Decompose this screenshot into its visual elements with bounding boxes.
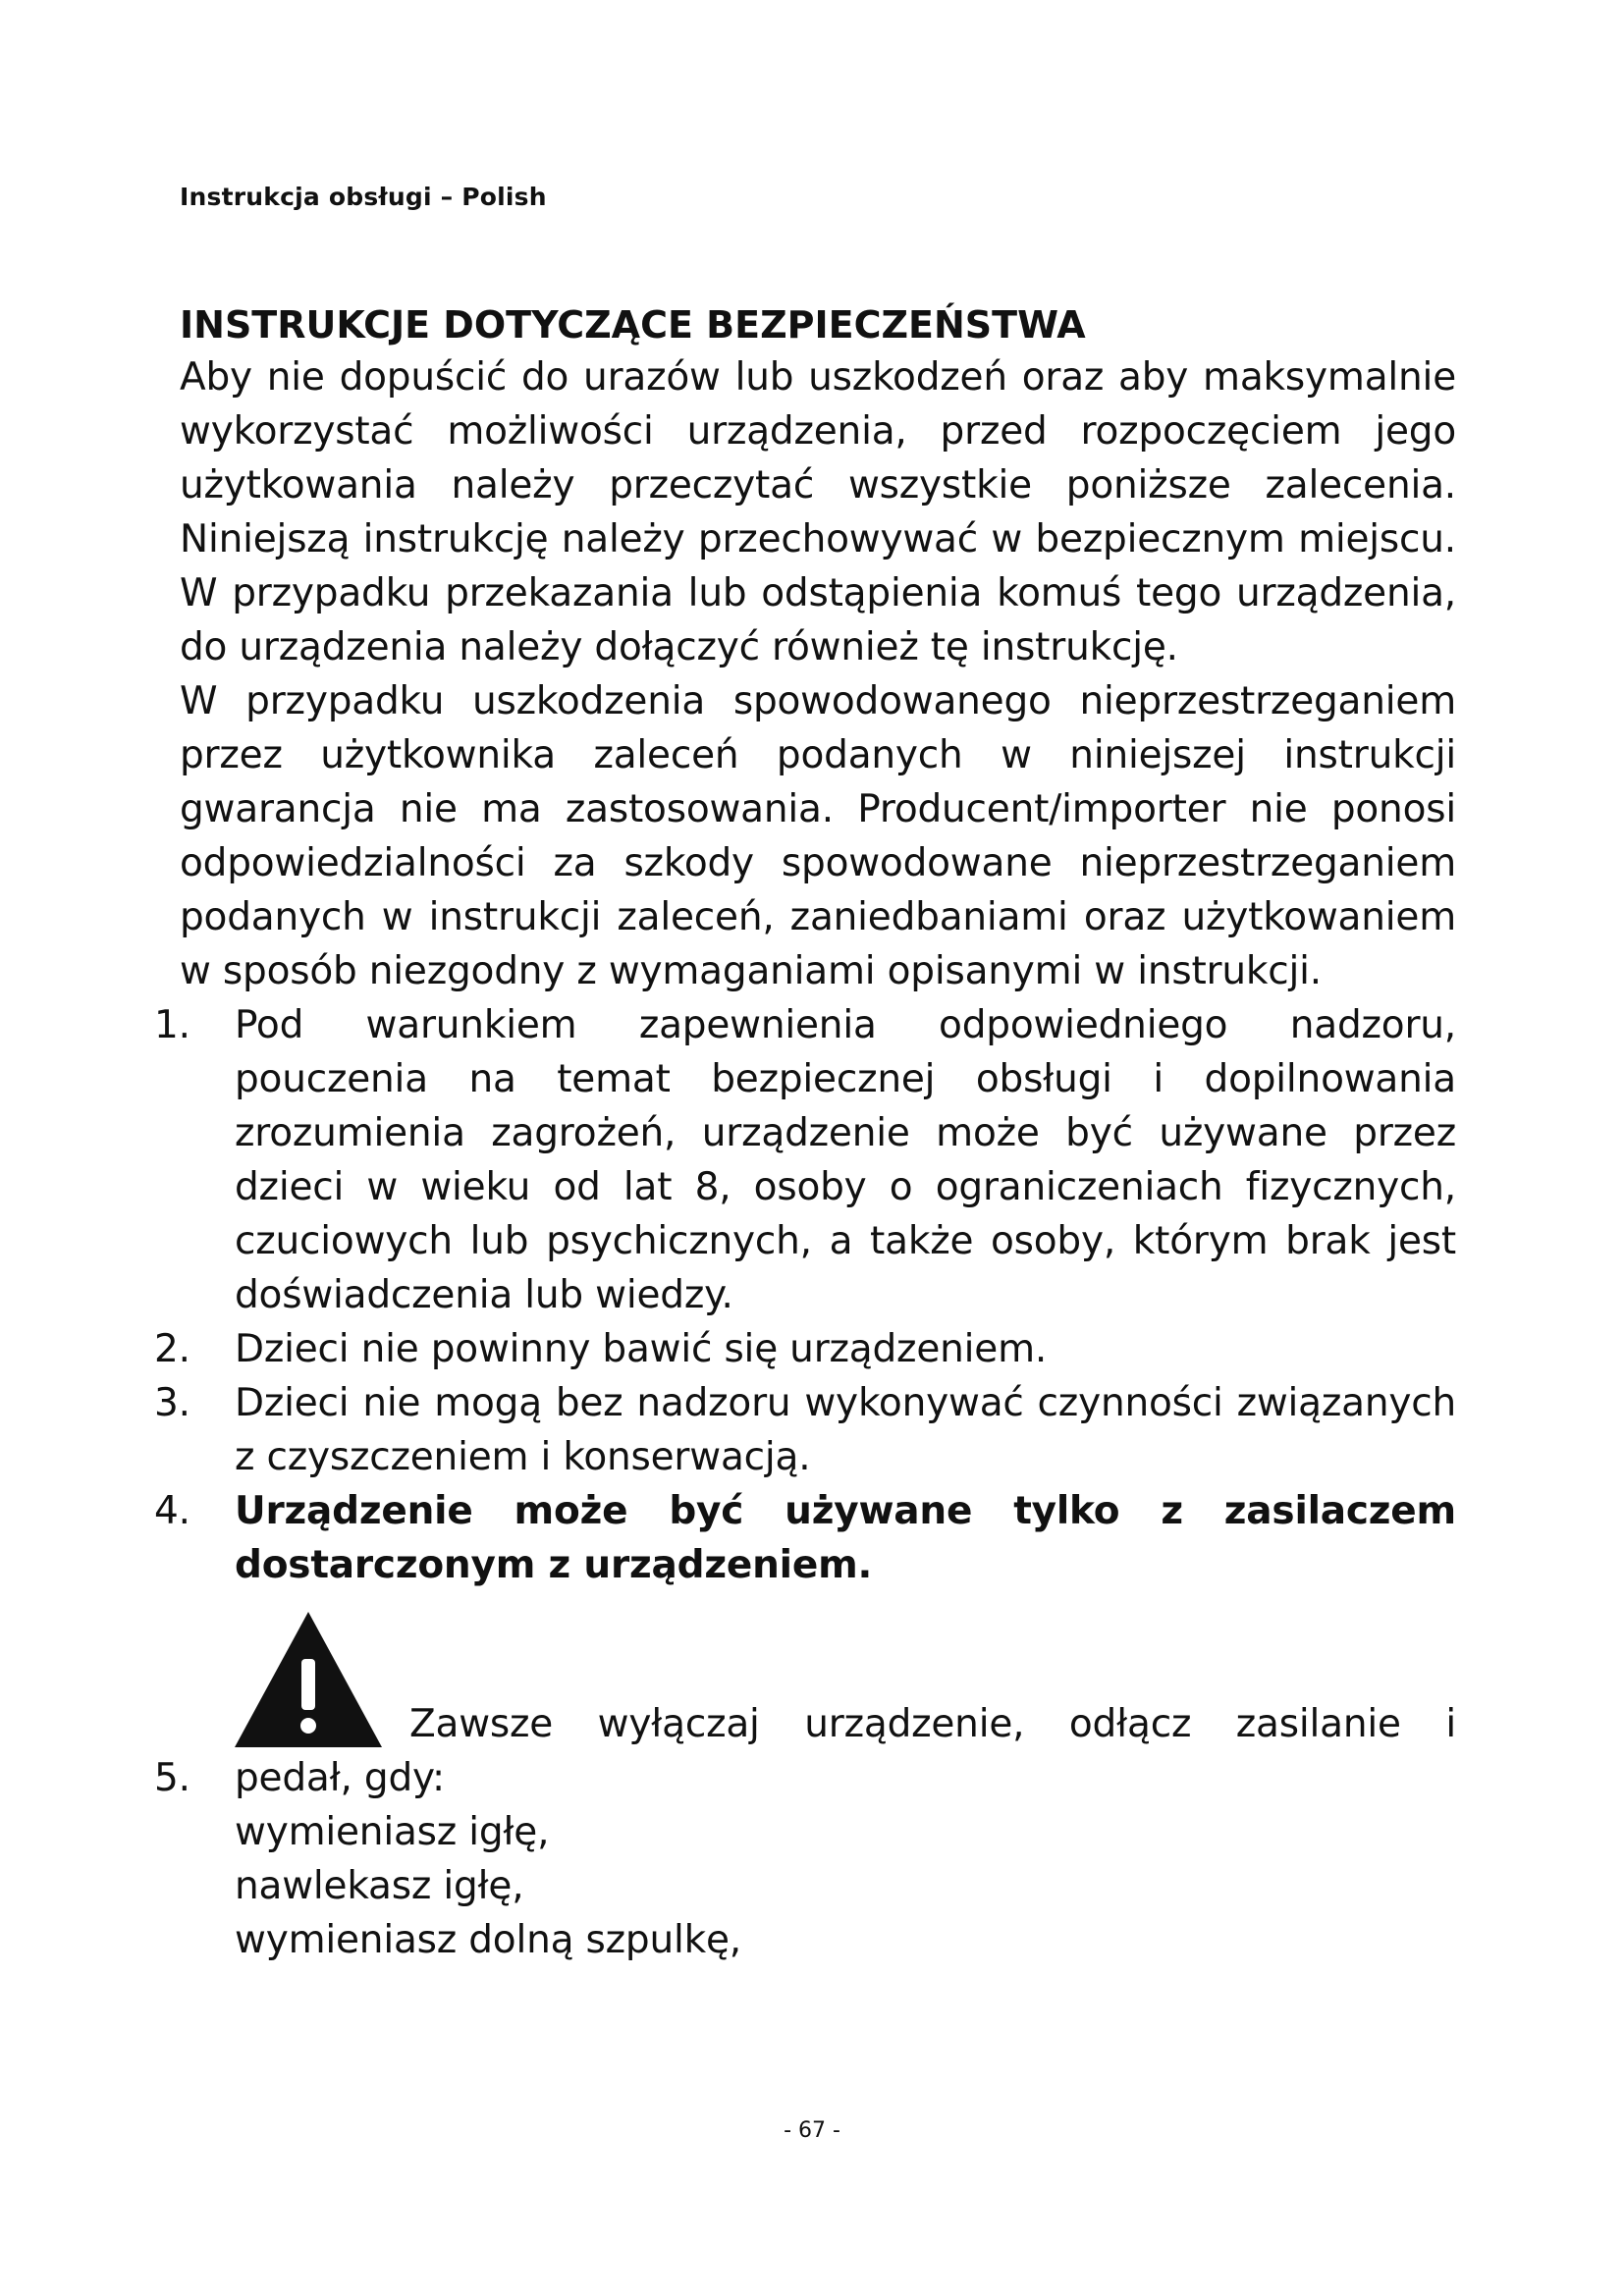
list-item [154,1484,1456,1592]
list-item [154,1612,1456,1967]
list-item-number: 2. [154,1327,190,1371]
list-item-number: 4. [154,1489,190,1533]
list-item-number: 1. [154,1003,190,1047]
list-item-text: Dzieci nie powinny bawić się urządzeniem. [235,1327,1048,1371]
list-item-line: wymieniasz igłę, [235,1810,550,1854]
list-item-text: Pod warunkiem zapewnienia odpowiedniego nadzoru, pouczenia na temat bezpiecznej obsługi i dopilnowania zrozumienia zagrożeń, urządzenie może być używane przez dzieci w wieku od lat 8, osoby o ograniczeniach fizycznych, czuciowych lub psychicznych, a także osoby, którym brak jest doświadczenia lub wiedzy. [235,1003,1456,1317]
list-item-number: 3. [154,1381,190,1425]
list-item-number: 5. [154,1756,190,1800]
document-body [154,299,1456,1967]
list-item-line: nawlekasz igłę, [235,1864,524,1908]
list-item-text: Urządzenie może być używane tylko z zasilaczem dostarczonym z urządzeniem. [235,1489,1456,1587]
page-number: - 67 - [784,2118,840,2143]
safety-list [154,998,1456,1967]
section-title: INSTRUKCJE DOTYCZĄCE BEZPIECZEŃSTWA [180,303,1086,347]
list-item-text: Dzieci nie mogą bez nadzoru wykonywać czynności związanych z czyszczeniem i konserwacją. [235,1381,1456,1479]
list-item-line: pedał, gdy: [235,1756,445,1800]
list-item [154,1322,1456,1376]
list-item [154,1376,1456,1484]
list-item-line: wymieniasz dolną szpulkę, [235,1918,741,1962]
warranty-paragraph: W przypadku uszkodzenia spowodowanego nieprzestrzeganiem przez użytkownika zaleceń podanych w niniejszej instrukcji gwarancja nie ma zastosowania. Producent/importer nie ponosi odpowiedzialności za szkody spowodowane nieprzestrzeganiem podanych w instrukcji zaleceń, zaniedbaniami oraz użytkowaniem w sposób niezgodny z wymaganiami opisanymi w instrukcji. [180,679,1456,993]
list-item [154,998,1456,1322]
list-item-text: Zawsze wyłączaj urządzenie, odłącz zasilanie i [409,1702,1456,1746]
warning-triangle-icon [235,1612,382,1747]
document-header: Instrukcja obsługi – Polish [180,183,547,211]
intro-paragraph: Aby nie dopuścić do urazów lub uszkodzeń oraz aby maksymalnie wykorzystać możliwości urządzenia, przed rozpoczęciem jego użytkowania należy przeczytać wszystkie poniższe zalecenia. Niniejszą instrukcję należy przechowywać w bezpiecznym miejscu. W przypadku przekazania lub odstąpienia komuś tego urządzenia, do urządzenia należy dołączyć również tę instrukcję. [180,355,1456,669]
